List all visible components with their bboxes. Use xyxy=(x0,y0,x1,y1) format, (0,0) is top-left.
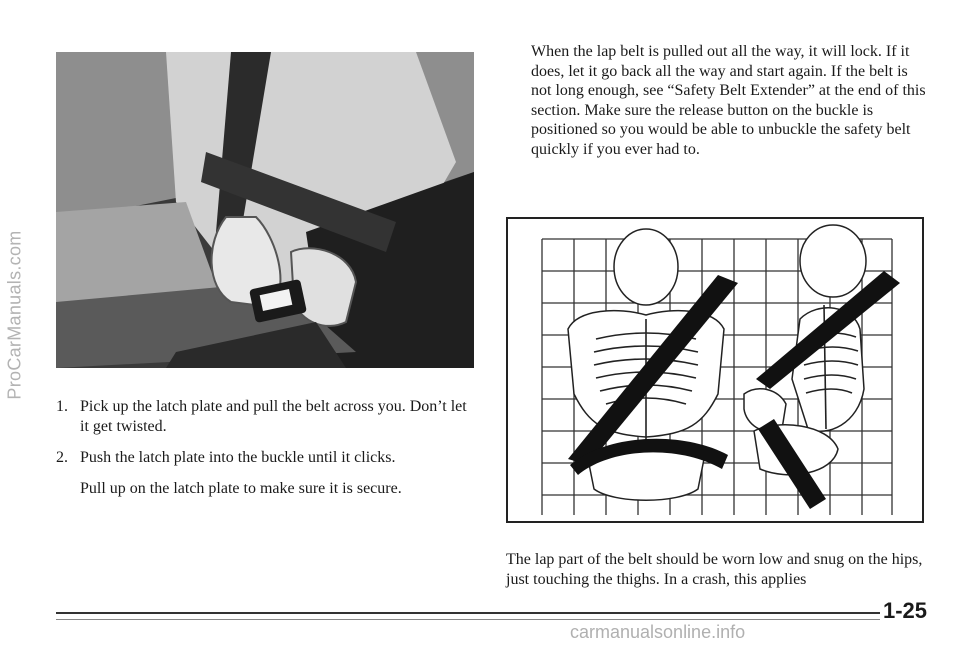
footer-rule-thick xyxy=(56,612,930,614)
footer-rule-thin xyxy=(56,619,930,620)
step-1-number: 1. xyxy=(56,398,68,415)
side-watermark xyxy=(3,190,27,440)
step-1-text: Pick up the latch plate and pull the belt across you. Don’t let it get twisted. xyxy=(80,398,467,435)
side-watermark-text: ProCarManuals.com xyxy=(4,230,25,400)
lap-part-paragraph: The lap part of the belt should be worn low and snug on the hips, just touching the thighs. In a crash, this applies xyxy=(506,551,923,588)
step-2 xyxy=(56,448,476,468)
instruction-steps xyxy=(56,397,476,499)
latch-plate-photo-illustration xyxy=(56,52,474,368)
skeleton-illustration xyxy=(508,219,922,521)
step-2-note: Pull up on the latch plate to make sure it is secure. xyxy=(80,480,402,497)
belt-position-diagram xyxy=(506,217,924,523)
lap-belt-paragraph: When the lap belt is pulled out all the way, it will lock. If it does, let it go back all the way and start again. If the belt is not long enough, see “Safety Belt Extender” at the end of this section. Make sure the release button on the buckle is positioned so you would be able to unbuckle the safety belt quickly if you ever had to. xyxy=(531,43,926,158)
latch-plate-photo xyxy=(56,52,474,368)
step-2-number: 2. xyxy=(56,449,68,466)
step-1 xyxy=(56,397,476,437)
footer-watermark: carmanualsonline.info xyxy=(570,622,746,642)
page-number: 1-25 xyxy=(880,598,930,624)
step-2-text: Push the latch plate into the buckle until it clicks. xyxy=(80,449,396,466)
